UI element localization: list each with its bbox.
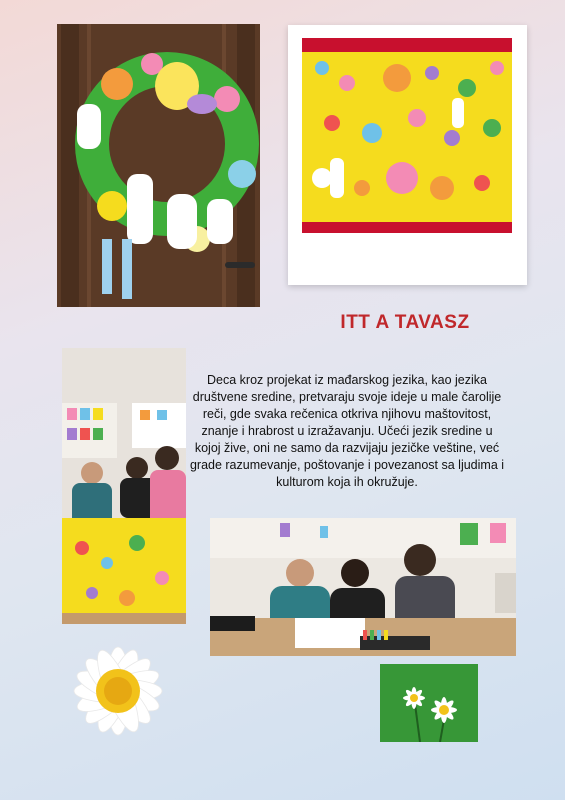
polaroid-frame <box>288 25 527 285</box>
door-wreath-photo <box>57 24 260 307</box>
page-title: ITT A TAVASZ <box>340 312 470 333</box>
students-writing-photo <box>210 518 516 656</box>
green-daisies-photo <box>380 664 478 742</box>
body-paragraph: Deca kroz projekat iz mađarskog jezika, kao jezika društvene sredine, pretvaraju svoje ideje u male čarolije reči, gde svaka rečenica otkriva njihovu maštovitost, znanje i hrabrost u izražavanju. Učeći jezik sredine u kojoj žive, oni ne samo da razvijaju jezičke veštine, već grade razumevanje, poštovanje i povezanost sa ljudima i kulturom koja ih okružuje. <box>189 373 505 489</box>
daisy-flower-image <box>48 625 188 755</box>
classroom-table-photo <box>62 348 186 624</box>
easter-poster-photo <box>302 38 512 233</box>
